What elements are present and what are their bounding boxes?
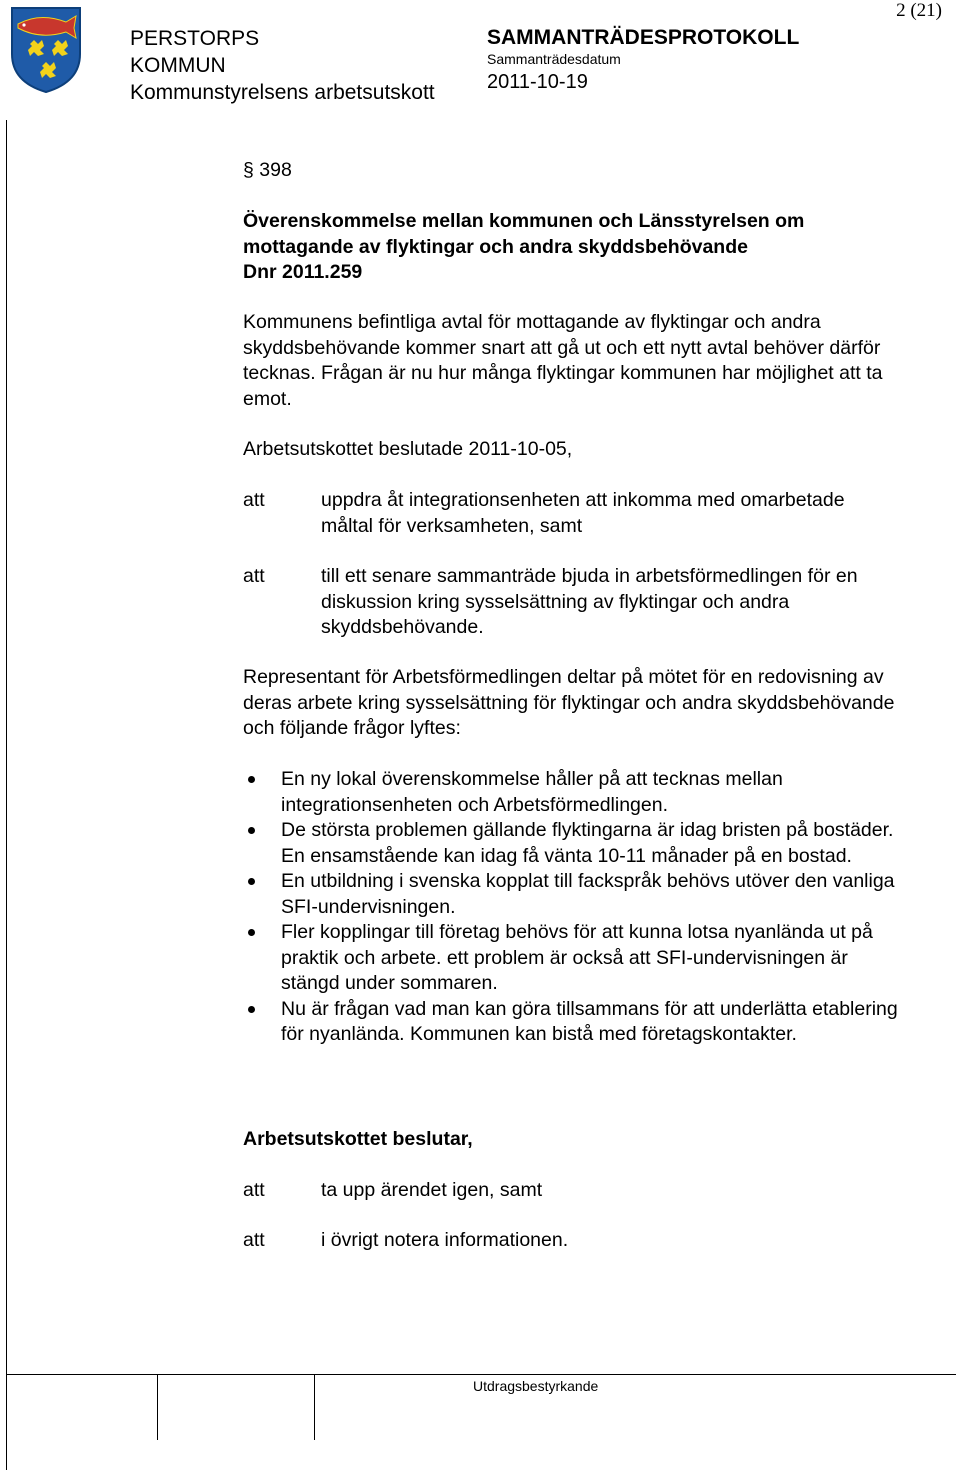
decision-item — [243, 1228, 943, 1254]
date-label: Sammanträdesdatum — [487, 51, 621, 67]
section-heading — [243, 209, 923, 286]
intro-paragraph: Kommunens befintliga avtal för mottagande av flyktingar och andra skyddsbehövande kommer snart att gå ut och ett nytt avtal behöver därför tecknas. Frågan är nu hur många flyktingar kommunen har möjlighet att ta emot. — [243, 311, 883, 410]
decision-text: uppdra åt integrationsenheten att inkomma med omarbetade måltal för verksamheten, samt — [321, 489, 845, 537]
heading-line: Överenskommelse mellan kommunen och Länsstyrelsen om — [243, 210, 805, 232]
decision-text: i övrigt notera informationen. — [321, 1229, 569, 1251]
org-name-line2: KOMMUN — [130, 54, 226, 77]
footer-certification-label: Utdragsbestyrkande — [473, 1378, 599, 1394]
bullet-icon — [243, 920, 281, 997]
protocol-title: SAMMANTRÄDESPROTOKOLL — [487, 26, 800, 49]
decision-text: till ett senare sammanträde bjuda in arbetsförmedlingen för en diskussion kring sysselsättning av flyktingar och andra skyddsbehövande. — [321, 565, 858, 638]
list-item-text: En ny lokal överenskommelse håller på att tecknas mellan integrationsenheten och Arbetsförmedlingen. — [281, 768, 783, 816]
bullet-icon — [243, 997, 281, 1048]
att-keyword: att — [243, 1229, 265, 1251]
municipal-crest-logo — [10, 6, 82, 94]
list-item-text: De största problemen gällande flyktingarna är idag bristen på bostäder. En ensamstående kan idag få vänta 10-11 månader på en bostad. — [281, 819, 894, 867]
decision-heading-previous: Arbetsutskottet beslutade 2011-10-05, — [243, 438, 573, 460]
att-keyword: att — [243, 565, 265, 587]
list-item — [243, 997, 923, 1048]
case-number: Dnr 2011.259 — [243, 261, 363, 283]
heading-line: mottagande av flyktingar och andra skyddsbehövande — [243, 235, 748, 258]
list-item — [243, 869, 923, 920]
page-number: 2 (21) — [896, 0, 942, 21]
organization-header — [130, 25, 435, 106]
org-committee: Kommunstyrelsens arbetsutskott — [130, 81, 435, 104]
footer-divider — [6, 1374, 956, 1375]
decision-heading-current: Arbetsutskottet beslutar, — [243, 1128, 473, 1150]
meeting-date: 2011-10-19 — [487, 71, 588, 93]
bullet-icon — [243, 869, 281, 920]
att-keyword: att — [243, 489, 265, 511]
protocol-header — [487, 25, 799, 96]
decision-item — [243, 488, 943, 539]
list-item — [243, 920, 923, 997]
list-item-text: Fler kopplingar till företag behövs för att kunna lotsa nyanlända ut på praktik och arbete. ett problem är också att SFI-undervisningen är stängd under sommaren. — [281, 921, 873, 994]
left-margin-line — [6, 120, 7, 1470]
discussion-bullet-list — [243, 767, 923, 1048]
list-item — [243, 767, 923, 818]
bullet-icon — [243, 767, 281, 818]
bullet-icon — [243, 818, 281, 869]
representative-paragraph: Representant för Arbetsförmedlingen deltar på mötet för en redovisning av deras arbete kring sysselsättning för flyktingar och andra skyddsbehövande och följande frågor lyftes: — [243, 666, 895, 739]
decision-text: ta upp ärendet igen, samt — [321, 1179, 543, 1201]
section-number: § 398 — [243, 159, 292, 181]
signature-box-divider — [157, 1374, 158, 1440]
att-keyword: att — [243, 1179, 265, 1201]
list-item-text: Nu är frågan vad man kan göra tillsammans för att underlätta etablering för nyanlända. Kommunen kan bistå med företagskontakter. — [281, 997, 898, 1045]
decision-item — [243, 1178, 943, 1204]
signature-box-divider — [314, 1374, 315, 1440]
list-item-text: En utbildning i svenska kopplat till fackspråk behövs utöver den vanliga SFI-undervisningen. — [281, 870, 895, 918]
list-item — [243, 818, 923, 869]
org-name-line1: PERSTORPS — [130, 27, 260, 50]
decision-item — [243, 564, 943, 641]
